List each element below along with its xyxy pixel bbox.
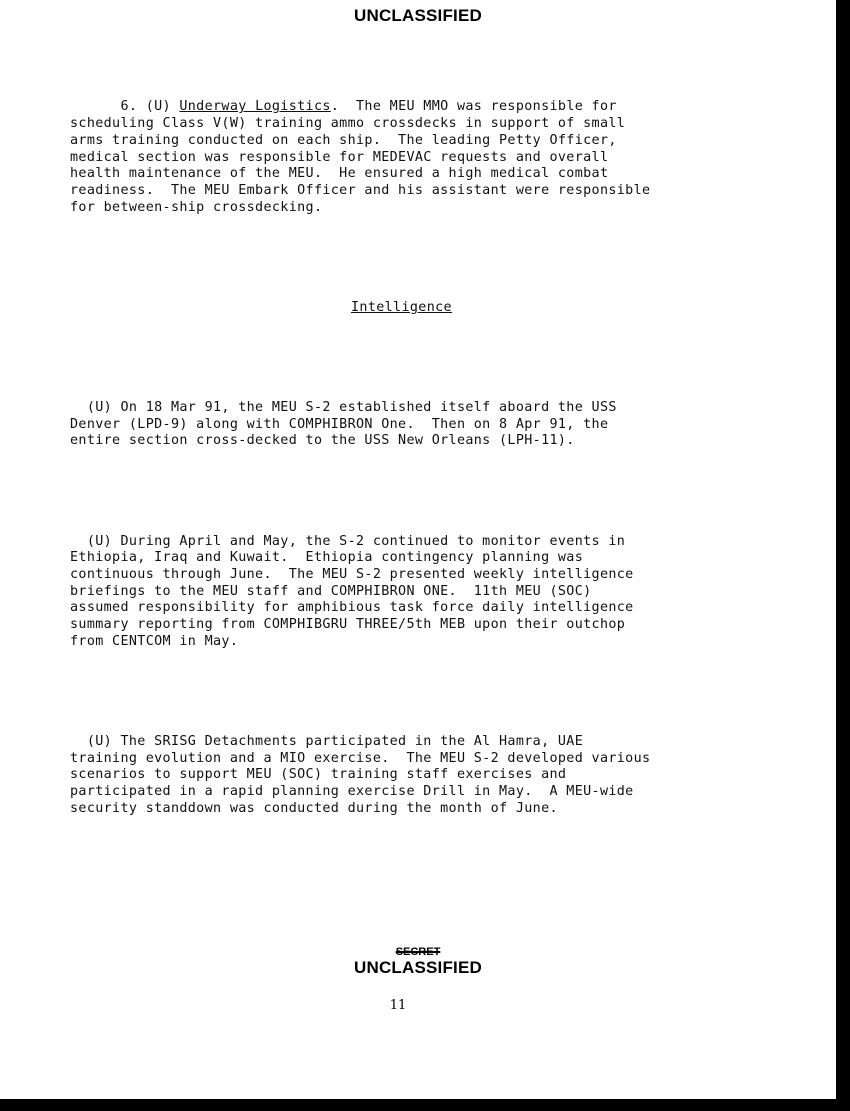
intel-p3-line-2: training evolution and a MIO exercise. The MEU S-2 developed various [70,750,651,766]
intel-p3-line-4: participated in a rapid planning exercise Drill in May. A MEU-wide [70,784,634,800]
intel-p3-line-1: (U) The SRISG Detachments participated in the Al Hamra, UAE [70,734,584,750]
top-classification-marking: UNCLASSIFIED [353,6,483,25]
scan-edge-bottom [0,1099,850,1111]
logistics-line-2: scheduling Class V(W) training ammo crossdecks in support of small [70,116,626,132]
intel-p2-line-4: briefings to the MEU staff and COMPHIBRON ONE. 11th MEU (SOC) [70,583,592,599]
intelligence-heading: Intelligence [351,299,452,315]
logistics-intro: 6. (U) [70,99,180,115]
logistics-line-5: health maintenance of the MEU. He ensured a high medical combat [70,166,609,182]
intel-p3-line-3: scenarios to support MEU (SOC) training staff exercises and [70,767,567,783]
logistics-line-7: for between-ship crossdecking. [70,199,323,215]
intel-p1-line-3: entire section cross-decked to the USS New Orleans (LPH-11). [70,433,575,449]
intelligence-paragraph-3 [70,734,770,818]
logistics-line-6: readiness. The MEU Embark Officer and his assistant were responsible [70,182,651,198]
struck-marking-text: SECRET [395,946,441,958]
intel-p2-line-5: assumed responsibility for amphibious task force daily intelligence [70,600,634,616]
page-number: 11 [389,998,407,1013]
scan-edge-right [836,0,850,1111]
struck-classification-marking [0,946,836,958]
intel-p2-line-7: from CENTCOM in May. [70,633,239,649]
logistics-title: Underway Logistics [179,99,331,115]
intel-p2-line-2: Ethiopia, Iraq and Kuwait. Ethiopia contingency planning was [70,550,584,566]
logistics-paragraph [70,99,770,216]
intelligence-paragraph-1 [70,400,770,450]
logistics-line-4: medical section was responsible for MEDEVAC requests and overall [70,149,609,165]
bottom-classification-marking: UNCLASSIFIED [353,958,483,977]
intel-p1-line-2: Denver (LPD-9) along with COMPHIBRON One. Then on 8 Apr 91, the [70,416,609,432]
intel-p2-line-1: (U) During April and May, the S-2 continued to monitor events in [70,533,626,549]
document-body [70,66,770,834]
intel-p2-line-6: summary reporting from COMPHIBGRU THREE/5th MEB upon their outchop [70,617,626,633]
logistics-line-1: . The MEU MMO was responsible for [330,99,617,115]
intel-p1-line-1: (U) On 18 Mar 91, the MEU S-2 established itself aboard the USS [70,400,617,416]
intelligence-paragraph-2 [70,534,770,651]
intel-p2-line-3: continuous through June. The MEU S-2 presented weekly intelligence [70,567,634,583]
intel-p3-line-5: security standdown was conducted during the month of June. [70,800,558,816]
logistics-line-3: arms training conducted on each ship. The leading Petty Officer, [70,132,617,148]
